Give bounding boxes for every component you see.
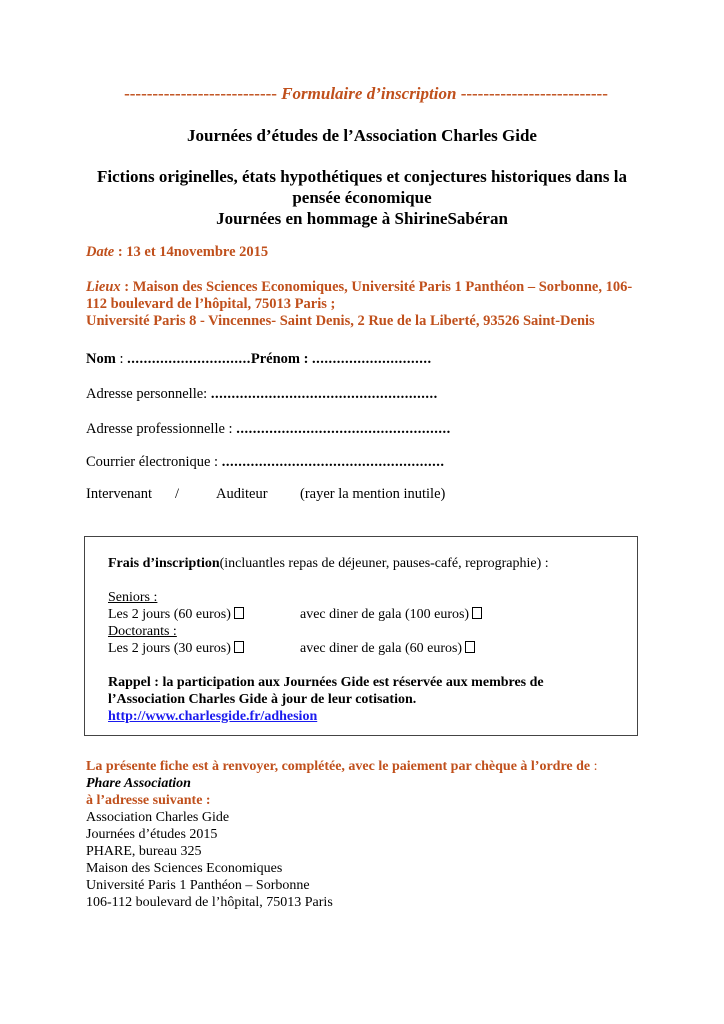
return-instruction-colon: : [590, 759, 598, 774]
role-attendee-option[interactable]: Auditeur [216, 486, 268, 502]
theme-line-2: pensée économique [292, 188, 432, 207]
doctorants-label: Doctorants : [108, 624, 177, 639]
title-dashes-left: --------------------------- [124, 84, 277, 103]
reminder-line-1: Rappel : la participation aux Journées Gide est réservée aux membres de [108, 675, 544, 690]
form-title [86, 84, 646, 104]
professional-address-field[interactable]: .................................................... [236, 421, 451, 437]
role-slash: / [175, 486, 180, 502]
role-note: (rayer la mention inutile) [300, 486, 446, 502]
address-line: Maison des Sciences Economiques [86, 861, 283, 876]
return-instructions [86, 758, 646, 911]
personal-address-field[interactable]: ....................................................... [210, 386, 438, 402]
personal-address-line [86, 386, 438, 403]
seniors-gala-option: avec diner de gala (100 euros) [300, 606, 482, 623]
payee: Phare Association [86, 776, 191, 791]
seniors-2days-checkbox[interactable] [234, 607, 244, 619]
personal-address-label: Adresse personnelle: [86, 386, 211, 402]
event-locations [86, 279, 638, 330]
title-dashes-right: -------------------------- [460, 84, 608, 103]
nom-sep: : [115, 351, 128, 367]
lieux-line-3: Université Paris 8 - Vincennes- Saint Denis, 2 Rue de la Liberté, 93526 Saint-Denis [86, 313, 595, 329]
event-subtitle: Journées d’études de l’Association Charles Gide [187, 126, 537, 145]
role-line [86, 486, 446, 503]
return-instruction: La présente fiche est à renvoyer, complétée, avec le paiement par chèque à l’ordre de [86, 759, 591, 774]
doct-2days-checkbox[interactable] [234, 641, 244, 653]
doct-gala-option: avec diner de gala (60 euros) [300, 640, 475, 657]
seniors-label: Seniors : [108, 590, 158, 605]
lieux-line-1: : Maison des Sciences Economiques, Université Paris 1 Panthéon – Sorbonne, 106- [120, 279, 633, 295]
name-field-line [86, 351, 432, 368]
prenom-field[interactable]: ............................. [312, 351, 432, 367]
date-label: Date [86, 244, 115, 260]
role-speaker-option[interactable]: Intervenant [86, 486, 153, 502]
event-date [86, 244, 268, 261]
address-line: 106-112 boulevard de l’hôpital, 75013 Paris [86, 895, 333, 910]
email-label: Courrier électronique : [86, 454, 222, 470]
email-field[interactable]: ...................................................... [221, 454, 445, 470]
theme-line-1: Fictions originelles, états hypothétiques et conjectures historiques dans la [97, 167, 627, 186]
prenom-label: Prénom : [250, 351, 313, 367]
lieux-line-2: 112 boulevard de l’hôpital, 75013 Paris ; [86, 296, 336, 312]
address-line: PHARE, bureau 325 [86, 844, 202, 859]
doct-2days-option: Les 2 jours (30 euros) [108, 641, 244, 656]
fees-box [84, 536, 638, 736]
address-line: Association Charles Gide [86, 810, 230, 825]
reminder-line-2: l’Association Charles Gide à jour de leur cotisation. [108, 692, 417, 707]
fees-title-rest: (incluantles repas de déjeuner, pauses-café, reprographie) : [219, 556, 549, 571]
address-line: Journées d’études 2015 [86, 827, 218, 842]
nom-field[interactable]: .............................. [127, 351, 251, 367]
doct-gala-checkbox[interactable] [465, 641, 475, 653]
fees-title: Frais d’inscription [108, 556, 220, 571]
fees-content [108, 555, 608, 725]
seniors-gala-checkbox[interactable] [472, 607, 482, 619]
lieux-label: Lieux [86, 279, 121, 295]
address-line: Université Paris 1 Panthéon – Sorbonne [86, 878, 310, 893]
date-value: : 13 et 14novembre 2015 [114, 244, 269, 260]
form-title-text: Formulaire d’inscription [281, 84, 457, 103]
membership-link[interactable]: http://www.charlesgide.fr/adhesion [108, 709, 318, 724]
seniors-2days-option: Les 2 jours (60 euros) [108, 607, 244, 622]
address-intro: à l’adresse suivante : [86, 793, 211, 808]
email-line [86, 454, 444, 471]
professional-address-line [86, 421, 451, 438]
event-theme [86, 166, 638, 229]
professional-address-label: Adresse professionnelle : [86, 421, 237, 437]
theme-line-3: Journées en hommage à ShirineSabéran [216, 209, 508, 228]
nom-label: Nom [86, 351, 116, 367]
